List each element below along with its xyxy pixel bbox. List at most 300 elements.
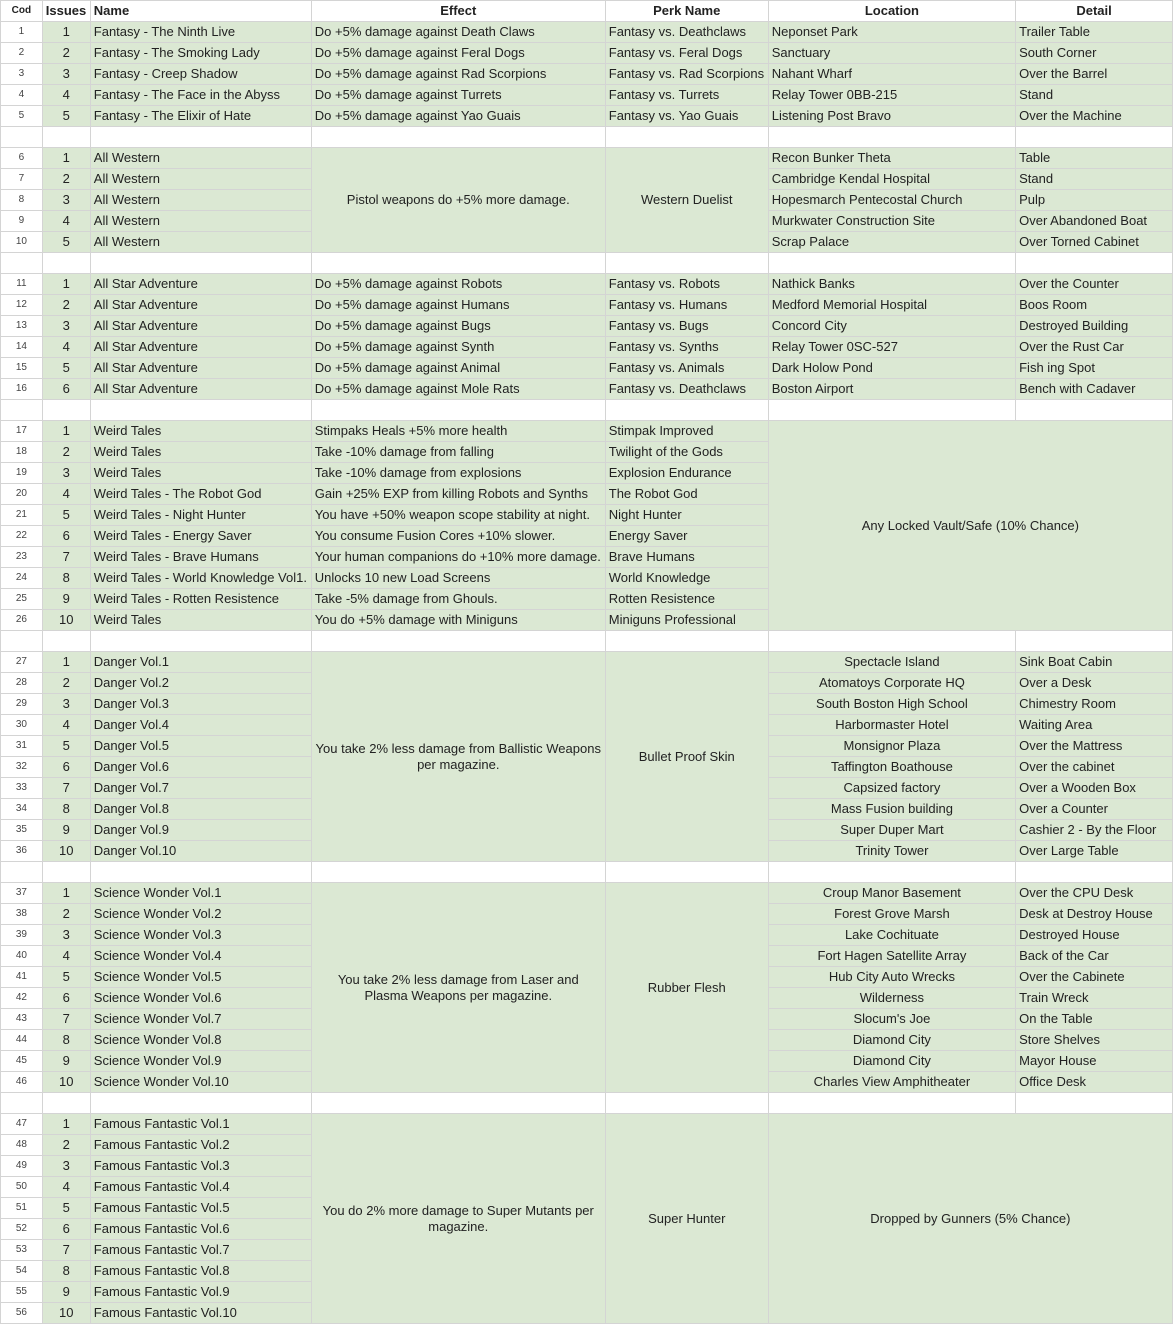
detail-cell[interactable]: Back of the Car [1016,946,1173,967]
detail-cell[interactable]: Destroyed House [1016,925,1173,946]
issue-cell[interactable]: 4 [42,484,90,505]
empty-cell[interactable] [42,631,90,652]
name-cell[interactable]: All Star Adventure [90,337,311,358]
empty-cell[interactable] [90,400,311,421]
name-cell[interactable]: Danger Vol.8 [90,799,311,820]
location-cell[interactable]: Diamond City [768,1051,1015,1072]
cod-cell[interactable]: 1 [1,22,43,43]
empty-cell[interactable] [311,1093,605,1114]
cod-cell[interactable]: 8 [1,190,43,211]
issue-cell[interactable]: 9 [42,589,90,610]
detail-cell[interactable]: Trailer Table [1016,22,1173,43]
effect-cell[interactable]: Take -10% damage from falling [311,442,605,463]
empty-cell[interactable] [1,127,43,148]
issue-cell[interactable]: 1 [42,274,90,295]
cod-cell[interactable]: 18 [1,442,43,463]
empty-cell[interactable] [1016,127,1173,148]
issue-cell[interactable]: 4 [42,211,90,232]
issue-cell[interactable]: 1 [42,22,90,43]
cod-cell[interactable]: 26 [1,610,43,631]
cod-cell[interactable]: 12 [1,295,43,316]
issue-cell[interactable]: 3 [42,463,90,484]
issue-cell[interactable]: 2 [42,442,90,463]
issue-cell[interactable]: 4 [42,85,90,106]
effect-cell[interactable]: You consume Fusion Cores +10% slower. [311,526,605,547]
issue-cell[interactable]: 3 [42,64,90,85]
perk-name-cell[interactable]: Fantasy vs. Animals [605,358,768,379]
detail-cell[interactable]: Over a Counter [1016,799,1173,820]
cod-cell[interactable]: 11 [1,274,43,295]
detail-cell[interactable]: Desk at Destroy House [1016,904,1173,925]
name-cell[interactable]: Weird Tales - Energy Saver [90,526,311,547]
cod-cell[interactable]: 35 [1,820,43,841]
cod-cell[interactable]: 24 [1,568,43,589]
issue-cell[interactable]: 8 [42,568,90,589]
issue-cell[interactable]: 5 [42,1198,90,1219]
issue-cell[interactable]: 8 [42,1261,90,1282]
cod-cell[interactable]: 46 [1,1072,43,1093]
issue-cell[interactable]: 7 [42,1240,90,1261]
empty-cell[interactable] [42,1093,90,1114]
location-cell[interactable]: Spectacle Island [768,652,1015,673]
detail-cell[interactable]: Over the Cabinete [1016,967,1173,988]
empty-cell[interactable] [42,862,90,883]
name-cell[interactable]: Weird Tales [90,463,311,484]
header-detail[interactable]: Detail [1016,1,1173,22]
name-cell[interactable]: All Star Adventure [90,358,311,379]
location-cell[interactable]: Capsized factory [768,778,1015,799]
cod-cell[interactable]: 4 [1,85,43,106]
perk-name-cell[interactable]: Fantasy vs. Robots [605,274,768,295]
name-cell[interactable]: Danger Vol.5 [90,736,311,757]
name-cell[interactable]: Famous Fantastic Vol.6 [90,1219,311,1240]
cod-cell[interactable]: 23 [1,547,43,568]
detail-cell[interactable]: South Corner [1016,43,1173,64]
location-cell[interactable]: Murkwater Construction Site [768,211,1015,232]
name-cell[interactable]: Famous Fantastic Vol.5 [90,1198,311,1219]
location-cell[interactable]: Cambridge Kendal Hospital [768,169,1015,190]
header-perk-name[interactable]: Perk Name [605,1,768,22]
cod-cell[interactable]: 29 [1,694,43,715]
cod-cell[interactable]: 38 [1,904,43,925]
detail-cell[interactable]: Over the Mattress [1016,736,1173,757]
issue-cell[interactable]: 9 [42,820,90,841]
empty-cell[interactable] [605,1093,768,1114]
detail-cell[interactable]: On the Table [1016,1009,1173,1030]
location-cell[interactable]: Relay Tower 0SC-527 [768,337,1015,358]
issue-cell[interactable]: 1 [42,652,90,673]
name-cell[interactable]: Science Wonder Vol.1 [90,883,311,904]
effect-cell[interactable]: Take -5% damage from Ghouls. [311,589,605,610]
cod-cell[interactable]: 16 [1,379,43,400]
empty-cell[interactable] [605,253,768,274]
location-cell[interactable]: Sanctuary [768,43,1015,64]
location-cell[interactable]: Recon Bunker Theta [768,148,1015,169]
empty-cell[interactable] [90,1093,311,1114]
cod-cell[interactable]: 17 [1,421,43,442]
issue-cell[interactable]: 7 [42,1009,90,1030]
effect-cell[interactable]: Do +5% damage against Robots [311,274,605,295]
header-cod[interactable]: Cod [1,1,43,22]
location-cell[interactable]: Taffington Boathouse [768,757,1015,778]
issue-cell[interactable]: 2 [42,169,90,190]
issue-cell[interactable]: 7 [42,547,90,568]
detail-cell[interactable]: Table [1016,148,1173,169]
detail-cell[interactable]: Cashier 2 - By the Floor [1016,820,1173,841]
issue-cell[interactable]: 5 [42,967,90,988]
effect-cell[interactable]: Take -10% damage from explosions [311,463,605,484]
empty-cell[interactable] [1016,862,1173,883]
empty-cell[interactable] [768,400,1015,421]
detail-cell[interactable]: Chimestry Room [1016,694,1173,715]
detail-cell[interactable]: Waiting Area [1016,715,1173,736]
location-cell[interactable]: Neponset Park [768,22,1015,43]
cod-cell[interactable]: 34 [1,799,43,820]
detail-cell[interactable]: Stand [1016,85,1173,106]
issue-cell[interactable]: 8 [42,799,90,820]
issue-cell[interactable]: 5 [42,106,90,127]
name-cell[interactable]: Danger Vol.7 [90,778,311,799]
name-cell[interactable]: All Western [90,190,311,211]
empty-cell[interactable] [1016,1093,1173,1114]
detail-cell[interactable]: Sink Boat Cabin [1016,652,1173,673]
issue-cell[interactable]: 4 [42,946,90,967]
detail-cell[interactable]: Mayor House [1016,1051,1173,1072]
location-cell[interactable]: Dark Holow Pond [768,358,1015,379]
issue-cell[interactable]: 10 [42,1303,90,1324]
detail-cell[interactable]: Over the CPU Desk [1016,883,1173,904]
name-cell[interactable]: All Western [90,211,311,232]
location-cell[interactable]: Charles View Amphitheater [768,1072,1015,1093]
name-cell[interactable]: Science Wonder Vol.7 [90,1009,311,1030]
cod-cell[interactable]: 44 [1,1030,43,1051]
name-cell[interactable]: All Star Adventure [90,379,311,400]
empty-cell[interactable] [768,253,1015,274]
cod-cell[interactable]: 47 [1,1114,43,1135]
location-cell[interactable]: Atomatoys Corporate HQ [768,673,1015,694]
effect-cell[interactable]: Gain +25% EXP from killing Robots and Synths [311,484,605,505]
empty-cell[interactable] [768,1093,1015,1114]
perk-name-cell[interactable]: Western Duelist [605,148,768,253]
perk-name-cell[interactable]: Twilight of the Gods [605,442,768,463]
name-cell[interactable]: Fantasy - The Ninth Live [90,22,311,43]
cod-cell[interactable]: 37 [1,883,43,904]
effect-cell[interactable]: You do +5% damage with Miniguns [311,610,605,631]
name-cell[interactable]: Science Wonder Vol.6 [90,988,311,1009]
empty-cell[interactable] [311,631,605,652]
location-detail-cell[interactable]: Any Locked Vault/Safe (10% Chance) [768,421,1172,631]
perk-name-cell[interactable]: Miniguns Professional [605,610,768,631]
name-cell[interactable]: Famous Fantastic Vol.9 [90,1282,311,1303]
issue-cell[interactable]: 7 [42,778,90,799]
name-cell[interactable]: Famous Fantastic Vol.3 [90,1156,311,1177]
detail-cell[interactable]: Office Desk [1016,1072,1173,1093]
name-cell[interactable]: Science Wonder Vol.8 [90,1030,311,1051]
issue-cell[interactable]: 8 [42,1030,90,1051]
detail-cell[interactable]: Over the Rust Car [1016,337,1173,358]
cod-cell[interactable]: 22 [1,526,43,547]
location-cell[interactable]: Lake Cochituate [768,925,1015,946]
effect-cell[interactable]: Pistol weapons do +5% more damage. [311,148,605,253]
cod-cell[interactable]: 14 [1,337,43,358]
effect-cell[interactable]: Do +5% damage against Bugs [311,316,605,337]
empty-cell[interactable] [42,253,90,274]
name-cell[interactable]: Weird Tales - Night Hunter [90,505,311,526]
cod-cell[interactable]: 54 [1,1261,43,1282]
empty-cell[interactable] [1016,253,1173,274]
name-cell[interactable]: All Star Adventure [90,316,311,337]
name-cell[interactable]: Weird Tales [90,421,311,442]
detail-cell[interactable]: Destroyed Building [1016,316,1173,337]
issue-cell[interactable]: 5 [42,358,90,379]
cod-cell[interactable]: 20 [1,484,43,505]
header-effect[interactable]: Effect [311,1,605,22]
empty-cell[interactable] [42,400,90,421]
perk-name-cell[interactable]: Explosion Endurance [605,463,768,484]
issue-cell[interactable]: 4 [42,1177,90,1198]
cod-cell[interactable]: 51 [1,1198,43,1219]
empty-cell[interactable] [1,1093,43,1114]
location-cell[interactable]: Boston Airport [768,379,1015,400]
issue-cell[interactable]: 9 [42,1051,90,1072]
issue-cell[interactable]: 2 [42,673,90,694]
empty-cell[interactable] [605,400,768,421]
issue-cell[interactable]: 3 [42,316,90,337]
location-detail-cell[interactable]: Dropped by Gunners (5% Chance) [768,1114,1172,1324]
detail-cell[interactable]: Store Shelves [1016,1030,1173,1051]
name-cell[interactable]: Fantasy - The Face in the Abyss [90,85,311,106]
location-cell[interactable]: Fort Hagen Satellite Array [768,946,1015,967]
issue-cell[interactable]: 3 [42,925,90,946]
location-cell[interactable]: Hopesmarch Pentecostal Church [768,190,1015,211]
issue-cell[interactable]: 1 [42,421,90,442]
effect-cell[interactable]: Do +5% damage against Yao Guais [311,106,605,127]
cod-cell[interactable]: 49 [1,1156,43,1177]
name-cell[interactable]: Fantasy - The Smoking Lady [90,43,311,64]
issue-cell[interactable]: 3 [42,190,90,211]
effect-cell[interactable]: Do +5% damage against Synth [311,337,605,358]
empty-cell[interactable] [42,127,90,148]
name-cell[interactable]: Famous Fantastic Vol.10 [90,1303,311,1324]
perk-name-cell[interactable]: Fantasy vs. Deathclaws [605,22,768,43]
empty-cell[interactable] [90,127,311,148]
name-cell[interactable]: Famous Fantastic Vol.8 [90,1261,311,1282]
name-cell[interactable]: Famous Fantastic Vol.2 [90,1135,311,1156]
name-cell[interactable]: Science Wonder Vol.10 [90,1072,311,1093]
effect-cell[interactable]: Stimpaks Heals +5% more health [311,421,605,442]
location-cell[interactable]: Forest Grove Marsh [768,904,1015,925]
cod-cell[interactable]: 56 [1,1303,43,1324]
cod-cell[interactable]: 9 [1,211,43,232]
location-cell[interactable]: Slocum's Joe [768,1009,1015,1030]
detail-cell[interactable]: Pulp [1016,190,1173,211]
perk-name-cell[interactable]: Bullet Proof Skin [605,652,768,862]
cod-cell[interactable]: 55 [1,1282,43,1303]
perk-name-cell[interactable]: Fantasy vs. Deathclaws [605,379,768,400]
cod-cell[interactable]: 32 [1,757,43,778]
name-cell[interactable]: Weird Tales - Rotten Resistence [90,589,311,610]
issue-cell[interactable]: 1 [42,883,90,904]
name-cell[interactable]: Danger Vol.2 [90,673,311,694]
cod-cell[interactable]: 28 [1,673,43,694]
location-cell[interactable]: Croup Manor Basement [768,883,1015,904]
empty-cell[interactable] [605,127,768,148]
perk-name-cell[interactable]: Fantasy vs. Humans [605,295,768,316]
name-cell[interactable]: Danger Vol.1 [90,652,311,673]
location-cell[interactable]: Mass Fusion building [768,799,1015,820]
cod-cell[interactable]: 10 [1,232,43,253]
issue-cell[interactable]: 6 [42,757,90,778]
name-cell[interactable]: Famous Fantastic Vol.7 [90,1240,311,1261]
location-cell[interactable]: Monsignor Plaza [768,736,1015,757]
cod-cell[interactable]: 33 [1,778,43,799]
issue-cell[interactable]: 10 [42,841,90,862]
cod-cell[interactable]: 45 [1,1051,43,1072]
issue-cell[interactable]: 5 [42,505,90,526]
detail-cell[interactable]: Over a Wooden Box [1016,778,1173,799]
detail-cell[interactable]: Over Large Table [1016,841,1173,862]
cod-cell[interactable]: 7 [1,169,43,190]
cod-cell[interactable]: 3 [1,64,43,85]
effect-cell[interactable]: Unlocks 10 new Load Screens [311,568,605,589]
name-cell[interactable]: Danger Vol.9 [90,820,311,841]
effect-cell[interactable]: You have +50% weapon scope stability at night. [311,505,605,526]
effect-cell[interactable]: Do +5% damage against Turrets [311,85,605,106]
empty-cell[interactable] [1,253,43,274]
location-cell[interactable]: Harbormaster Hotel [768,715,1015,736]
issue-cell[interactable]: 9 [42,1282,90,1303]
location-cell[interactable]: Listening Post Bravo [768,106,1015,127]
name-cell[interactable]: Weird Tales [90,610,311,631]
detail-cell[interactable]: Over the cabinet [1016,757,1173,778]
issue-cell[interactable]: 3 [42,1156,90,1177]
perk-name-cell[interactable]: Fantasy vs. Rad Scorpions [605,64,768,85]
cod-cell[interactable]: 19 [1,463,43,484]
issue-cell[interactable]: 6 [42,988,90,1009]
detail-cell[interactable]: Train Wreck [1016,988,1173,1009]
cod-cell[interactable]: 48 [1,1135,43,1156]
perk-name-cell[interactable]: Energy Saver [605,526,768,547]
perk-name-cell[interactable]: Stimpak Improved [605,421,768,442]
cod-cell[interactable]: 5 [1,106,43,127]
header-location[interactable]: Location [768,1,1015,22]
name-cell[interactable]: Science Wonder Vol.9 [90,1051,311,1072]
name-cell[interactable]: All Star Adventure [90,274,311,295]
effect-cell[interactable]: Do +5% damage against Animal [311,358,605,379]
issue-cell[interactable]: 2 [42,1135,90,1156]
issue-cell[interactable]: 4 [42,337,90,358]
empty-cell[interactable] [90,253,311,274]
cod-cell[interactable]: 27 [1,652,43,673]
cod-cell[interactable]: 43 [1,1009,43,1030]
empty-cell[interactable] [311,127,605,148]
empty-cell[interactable] [605,862,768,883]
empty-cell[interactable] [1,631,43,652]
name-cell[interactable]: Science Wonder Vol.2 [90,904,311,925]
empty-cell[interactable] [1016,400,1173,421]
name-cell[interactable]: All Star Adventure [90,295,311,316]
perk-name-cell[interactable]: Rubber Flesh [605,883,768,1093]
name-cell[interactable]: Famous Fantastic Vol.1 [90,1114,311,1135]
name-cell[interactable]: Danger Vol.10 [90,841,311,862]
cod-cell[interactable]: 53 [1,1240,43,1261]
perk-name-cell[interactable]: World Knowledge [605,568,768,589]
issue-cell[interactable]: 5 [42,232,90,253]
empty-cell[interactable] [1,862,43,883]
detail-cell[interactable]: Boos Room [1016,295,1173,316]
issue-cell[interactable]: 5 [42,736,90,757]
empty-cell[interactable] [768,862,1015,883]
location-cell[interactable]: Relay Tower 0BB-215 [768,85,1015,106]
name-cell[interactable]: Danger Vol.6 [90,757,311,778]
effect-cell[interactable]: Your human companions do +10% more damage. [311,547,605,568]
location-cell[interactable]: Hub City Auto Wrecks [768,967,1015,988]
perk-name-cell[interactable]: Fantasy vs. Feral Dogs [605,43,768,64]
detail-cell[interactable]: Bench with Cadaver [1016,379,1173,400]
name-cell[interactable]: Weird Tales - Brave Humans [90,547,311,568]
issue-cell[interactable]: 1 [42,148,90,169]
issue-cell[interactable]: 10 [42,1072,90,1093]
cod-cell[interactable]: 52 [1,1219,43,1240]
name-cell[interactable]: Weird Tales - World Knowledge Vol1. [90,568,311,589]
effect-cell[interactable]: Do +5% damage against Rad Scorpions [311,64,605,85]
cod-cell[interactable]: 6 [1,148,43,169]
header-name[interactable]: Name [90,1,311,22]
detail-cell[interactable]: Over a Desk [1016,673,1173,694]
empty-cell[interactable] [1016,631,1173,652]
empty-cell[interactable] [605,631,768,652]
name-cell[interactable]: Science Wonder Vol.3 [90,925,311,946]
cod-cell[interactable]: 42 [1,988,43,1009]
issue-cell[interactable]: 10 [42,610,90,631]
name-cell[interactable]: All Western [90,232,311,253]
location-cell[interactable]: Nahant Wharf [768,64,1015,85]
issue-cell[interactable]: 6 [42,1219,90,1240]
name-cell[interactable]: Danger Vol.3 [90,694,311,715]
empty-cell[interactable] [90,631,311,652]
issue-cell[interactable]: 4 [42,715,90,736]
name-cell[interactable]: Danger Vol.4 [90,715,311,736]
perk-name-cell[interactable]: Fantasy vs. Synths [605,337,768,358]
cod-cell[interactable]: 41 [1,967,43,988]
issue-cell[interactable]: 3 [42,694,90,715]
empty-cell[interactable] [90,862,311,883]
perk-name-cell[interactable]: Rotten Resistence [605,589,768,610]
cod-cell[interactable]: 36 [1,841,43,862]
effect-cell[interactable]: You take 2% less damage from Laser and Plasma Weapons per magazine. [311,883,605,1093]
detail-cell[interactable]: Fish ing Spot [1016,358,1173,379]
name-cell[interactable]: Science Wonder Vol.5 [90,967,311,988]
location-cell[interactable]: Trinity Tower [768,841,1015,862]
cod-cell[interactable]: 30 [1,715,43,736]
name-cell[interactable]: All Western [90,169,311,190]
effect-cell[interactable]: You do 2% more damage to Super Mutants per magazine. [311,1114,605,1324]
effect-cell[interactable]: You take 2% less damage from Ballistic Weapons per magazine. [311,652,605,862]
empty-cell[interactable] [311,862,605,883]
name-cell[interactable]: Famous Fantastic Vol.4 [90,1177,311,1198]
perk-name-cell[interactable]: Night Hunter [605,505,768,526]
location-cell[interactable]: Diamond City [768,1030,1015,1051]
location-cell[interactable]: Wilderness [768,988,1015,1009]
perk-name-cell[interactable]: Fantasy vs. Yao Guais [605,106,768,127]
effect-cell[interactable]: Do +5% damage against Humans [311,295,605,316]
empty-cell[interactable] [768,127,1015,148]
issue-cell[interactable]: 2 [42,43,90,64]
empty-cell[interactable] [311,400,605,421]
issue-cell[interactable]: 2 [42,904,90,925]
location-cell[interactable]: Medford Memorial Hospital [768,295,1015,316]
detail-cell[interactable]: Over the Counter [1016,274,1173,295]
